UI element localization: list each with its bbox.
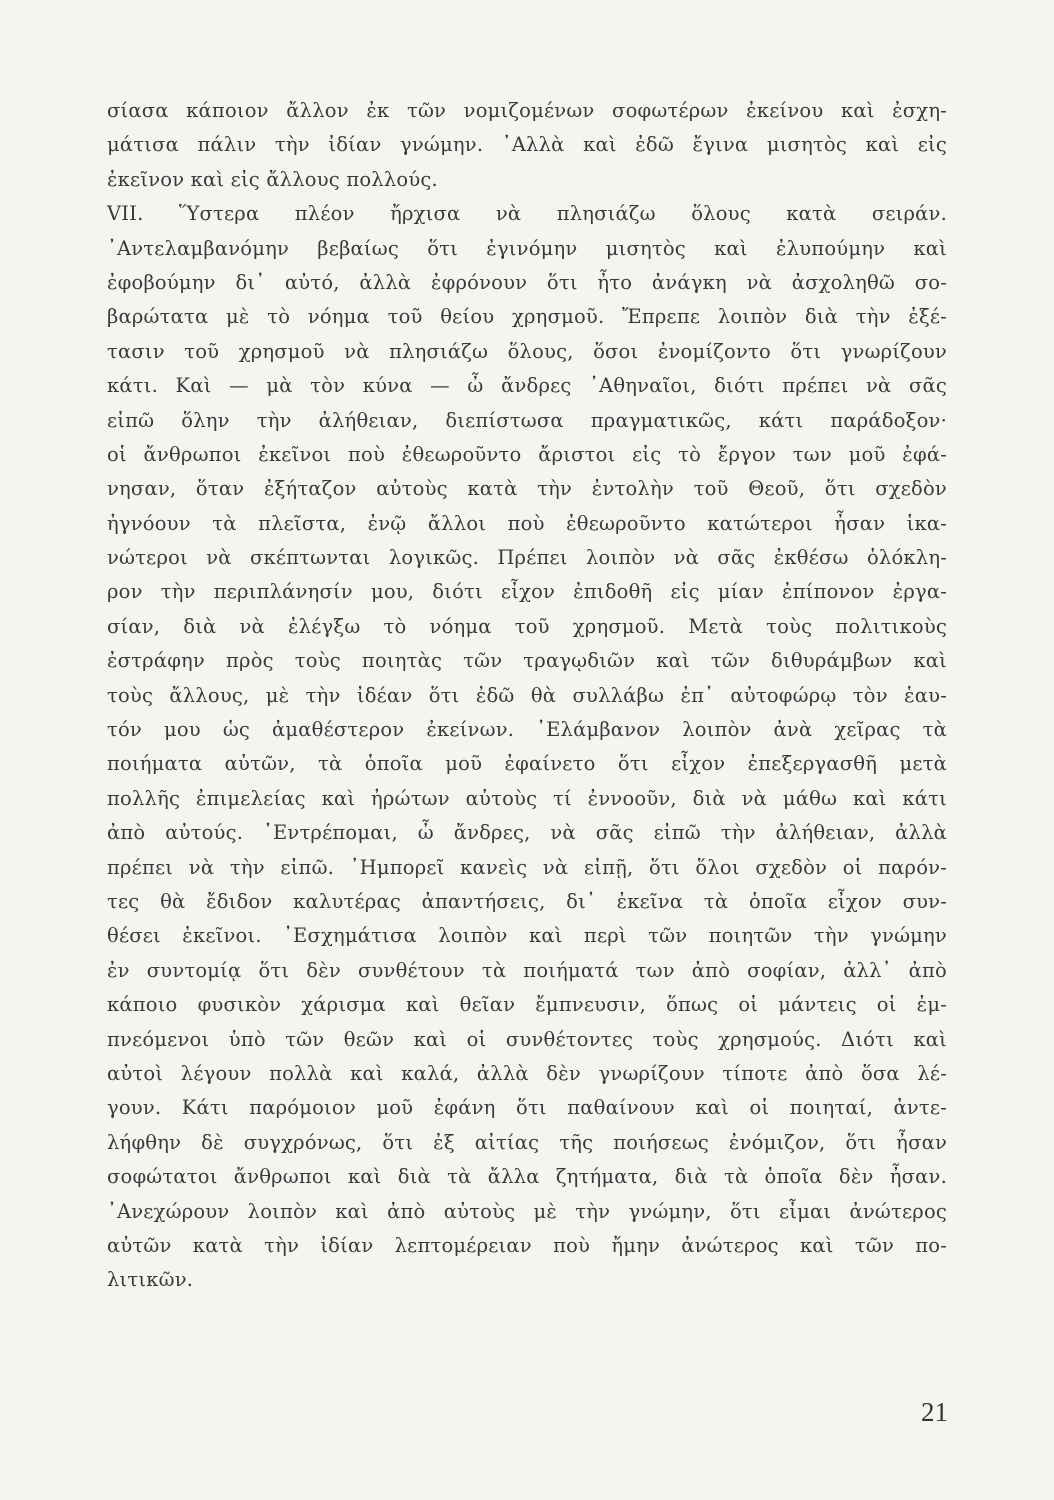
text-line: αὐτοὶ λέγουν πολλὰ καὶ καλά, ἀλλὰ δὲν γνωρίζουν τίποτε ἀπὸ ὅσα λέ- — [107, 1061, 947, 1085]
page-number: 21 — [921, 1397, 948, 1427]
text-line: τασιν τοῦ χρησμοῦ νὰ πλησιάζω ὅλους, ὅσοι ἐνομίζοντο ὅτι γνωρίζουν — [107, 339, 947, 363]
text-line: κάποιο φυσικὸν χάρισμα καὶ θεῖαν ἔμπνευσιν, ὅπως οἱ μάντεις οἱ ἐμ- — [107, 993, 947, 1017]
text-line: σίασα κάποιον ἄλλον ἐκ τῶν νομιζομένων σοφωτέρων ἐκείνου καὶ ἐσχη- — [107, 99, 947, 122]
text-line: ᾿Ανεχώρουν λοιπὸν καὶ ἀπὸ αὐτοὺς μὲ τὴν γνώμην, ὅτι εἶμαι ἀνώτερος — [107, 1199, 947, 1223]
text-line: τόν μου ὡς ἀμαθέστερον ἐκείνων. ᾿Ελάμβανον λοιπὸν ἀνὰ χεῖρας τὰ — [107, 718, 947, 742]
text-line: νησαν, ὅταν ἐξήταζον αὐτοὺς κατὰ τὴν ἐντολὴν τοῦ Θεοῦ, ὅτι σχεδὸν — [107, 477, 947, 501]
text-line: πρέπει νὰ τὴν εἰπῶ. ᾿Ημπορεῖ κανεὶς νὰ εἰπῇ, ὅτι ὅλοι σχεδὸν οἱ παρόν- — [107, 855, 947, 879]
text-line: ἠγνόουν τὰ πλεῖστα, ἐνῷ ἄλλοι ποὺ ἐθεωροῦντο κατώτεροι ἦσαν ἱκα- — [107, 511, 947, 535]
text-line: σίαν, διὰ νὰ ἐλέγξω τὸ νόημα τοῦ χρησμοῦ. Μετὰ τοὺς πολιτικοὺς — [107, 614, 947, 638]
text-line: τοὺς ἄλλους, μὲ τὴν ἰδέαν ὅτι ἐδῶ θὰ συλλάβω ἐπ᾿ αὐτοφώρῳ τὸν ἑαυ- — [107, 683, 947, 707]
text-line: εἰπῶ ὅλην τὴν ἀλήθειαν, διεπίστωσα πραγματικῶς, κάτι παράδοξον· — [107, 408, 947, 432]
text-line: λιτικῶν. — [107, 1268, 194, 1292]
text-line: σοφώτατοι ἄνθρωποι καὶ διὰ τὰ ἄλλα ζητήματα, διὰ τὰ ὁποῖα δὲν ἦσαν. — [107, 1165, 947, 1189]
body-text — [107, 94, 947, 1298]
text-line: βαρώτατα μὲ τὸ νόημα τοῦ θείου χρησμοῦ. Ἔπρεπε λοιπὸν διὰ τὴν ἐξέ- — [107, 305, 947, 329]
text-line: μάτισα πάλιν τὴν ἰδίαν γνώμην. ᾿Αλλὰ καὶ ἐδῶ ἔγινα μισητὸς καὶ εἰς — [107, 133, 947, 157]
text-line: πνεόμενοι ὑπὸ τῶν θεῶν καὶ οἱ συνθέτοντες τοὺς χρησμούς. Διότι καὶ — [107, 1027, 947, 1051]
text-line: λήφθην δὲ συγχρόνως, ὅτι ἐξ αἰτίας τῆς ποιήσεως ἐνόμιζον, ὅτι ἦσαν — [107, 1130, 947, 1154]
text-line: ἐστράφην πρὸς τοὺς ποιητὰς τῶν τραγῳδιῶν καὶ τῶν διθυράμβων καὶ — [107, 649, 947, 673]
section-heading-line: VII. Ὕστερα πλέον ἤρχισα νὰ πλησιάζω ὅλους κατὰ σειράν. — [107, 202, 947, 226]
text-line: ἐφοβούμην δι᾿ αὐτό, ἀλλὰ ἐφρόνουν ὅτι ἦτο ἀνάγκη νὰ ἀσχοληθῶ σο- — [107, 270, 947, 294]
text-line: κάτι. Καὶ — μὰ τὸν κύνα — ὦ ἄνδρες ᾿Αθηναῖοι, διότι πρέπει νὰ σᾶς — [107, 374, 947, 398]
text-line: πολλῆς ἐπιμελείας καὶ ἠρώτων αὐτοὺς τί ἐννοοῦν, διὰ νὰ μάθω καὶ κάτι — [107, 786, 947, 810]
text-line: νώτεροι νὰ σκέπτωνται λογικῶς. Πρέπει λοιπὸν νὰ σᾶς ἐκθέσω ὁλόκλη- — [107, 546, 947, 570]
text-line: ᾿Αντελαμβανόμην βεβαίως ὅτι ἐγινόμην μισητὸς καὶ ἐλυπούμην καὶ — [107, 236, 947, 260]
text-line: ρον τὴν περιπλάνησίν μου, διότι εἶχον ἐπιδοθῆ εἰς μίαν ἐπίπονον ἐργα- — [107, 580, 947, 604]
text-line: ποιήματα αὐτῶν, τὰ ὁποῖα μοῦ ἐφαίνετο ὅτι εἶχον ἐπεξεργασθῆ μετὰ — [107, 752, 947, 776]
text-line: ἐκεῖνον καὶ εἰς ἄλλους πολλούς. — [107, 167, 438, 191]
text-line: γουν. Κάτι παρόμοιον μοῦ ἐφάνη ὅτι παθαίνουν καὶ οἱ ποιηταί, ἀντε- — [107, 1096, 947, 1120]
text-line: ἀπὸ αὐτούς. ᾿Εντρέπομαι, ὦ ἄνδρες, νὰ σᾶς εἰπῶ τὴν ἀλήθειαν, ἀλλὰ — [107, 821, 947, 845]
text-line: αὐτῶν κατὰ τὴν ἰδίαν λεπτομέρειαν ποὺ ἤμην ἀνώτερος καὶ τῶν πο- — [107, 1233, 947, 1257]
text-line: ἐν συντομίᾳ ὅτι δὲν συνθέτουν τὰ ποιήματά των ἀπὸ σοφίαν, ἀλλ᾿ ἀπὸ — [107, 958, 947, 982]
text-line: τες θὰ ἔδιδον καλυτέρας ἀπαντήσεις, δι᾿ ἐκεῖνα τὰ ὁποῖα εἶχον συν- — [107, 889, 947, 913]
text-line: θέσει ἐκεῖνοι. ᾿Εσχημάτισα λοιπὸν καὶ περὶ τῶν ποιητῶν τὴν γνώμην — [107, 924, 947, 948]
text-line: οἱ ἄνθρωποι ἐκεῖνοι ποὺ ἐθεωροῦντο ἄριστοι εἰς τὸ ἔργον των μοῦ ἐφά- — [107, 442, 947, 466]
